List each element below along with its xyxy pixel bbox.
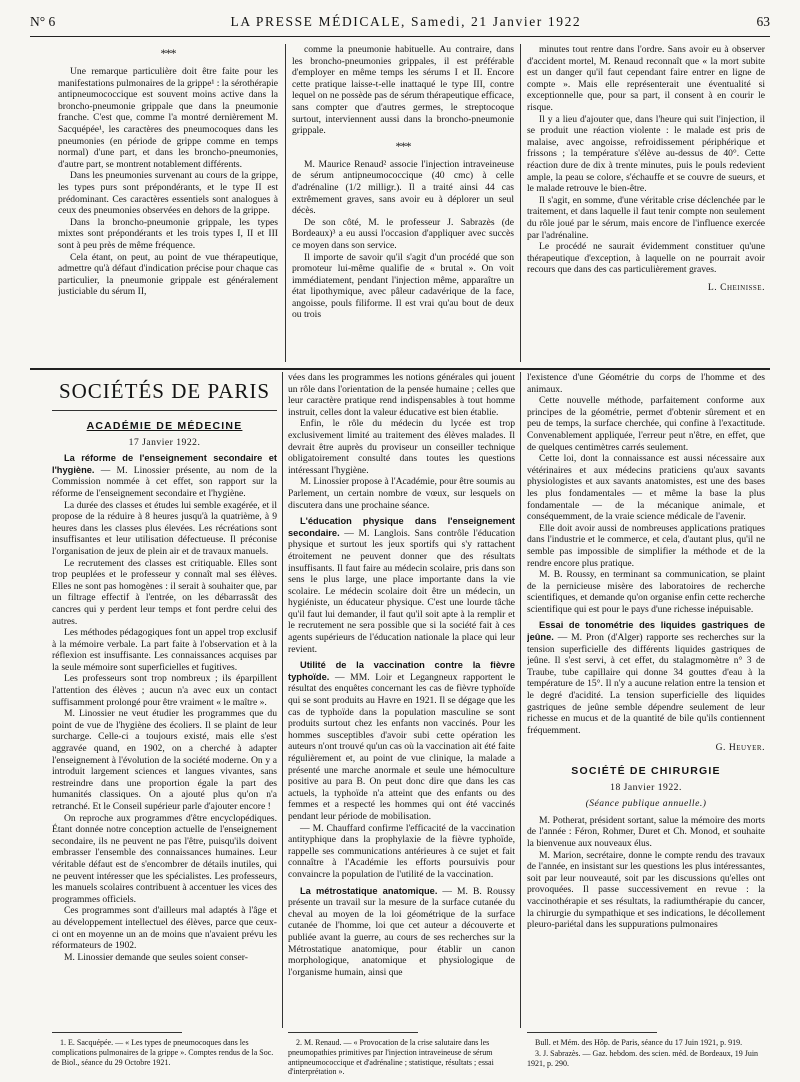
footnote: 3. J. Sabrazès. — Gaz. hebdom. des scien. méd. de Bordeaux, 19 Juin 1921, p. 290. [527, 1048, 759, 1068]
paragraph: Elle doit avoir aussi de nombreuses applications pratiques dans l'industrie et le commerce, et cela, d'autant plus, qu'il ne semble pas impossible de simplifier la méthode et de la rendre encore plus pratique. [527, 522, 765, 569]
session-date: 17 Janvier 1922. [128, 436, 201, 448]
section-rule [30, 368, 770, 370]
societes-column-3 [527, 372, 765, 1026]
paragraph: comme la pneumonie habituelle. Au contraire, dans les broncho-pneumonies grippales, il est préférable d'employer en même temps les sérums I et II. Encore cette pratique laisse-t-elle inattaqué le type III, contre lequel on ne possède pas de sérum thérapeutique efficace, sans compter que d'autres germes, le streptocoque surtout, interviennent aussi dans la broncho-pneumonie grippale. [292, 44, 514, 137]
page-number-left: N° 6 [30, 14, 56, 29]
section-title: SOCIÉTÉS DE PARIS [52, 378, 277, 411]
report-heading: Utilité de la vaccination contre la fièvre typhoïde. [288, 660, 515, 682]
paragraph: Le recrutement des classes est critiquable. Elles sont trop peuplées et le professeur y connaît mal ses élèves. Elles ne sont pas homogènes : il serait à souhaiter que, par un filtrage effectif à l'entrée, on les débarrassât des cancres qui y perdent leur temps et font perdre celui des autres. [52, 557, 277, 627]
running-head [30, 14, 770, 34]
report-heading: L'éducation physique dans l'enseignement secondaire. [288, 516, 515, 538]
paragraph: M. Marion, secrétaire, donne le compte rendu des travaux de l'année, en insistant sur les questions les plus intéressantes, soit par leur nouveauté, soit par les discussions qu'elles ont provoquées. Il passe successivement en revue : la vaccinothérapie et ses résultats, la radiumthérapie du cancer, la chirurgie du sympathique et ses indications, le décollement pleuro-pariétal dans les suppurations pulmonaires [527, 849, 765, 931]
footnote-rule [52, 1032, 182, 1033]
report-heading: Essai de tonométrie des liquides gastriques de jeûne. [527, 620, 765, 643]
footnote: 1. E. Sacquépée. — « Les types de pneumocoques dans les complications pulmonaires de la grippe ». Comptes rendus de la Soc. de Biol., séance du 29 Octobre 1921. [52, 1038, 274, 1067]
report-tonometrie [527, 620, 765, 736]
paragraph: Il s'agit, en somme, d'une véritable crise déclenchée par le traitement, et dans laquelle il faut tenir compte non seulement du rôle joué par le sérum, mais encore de l'influence exercée par l'adrénaline. [527, 194, 765, 241]
column-divider [520, 44, 521, 362]
column-divider [285, 44, 286, 362]
paragraph: M. Maurice Renaud² associe l'injection intraveineuse de sérum antipneumococcique (40 cmc) à celle d'adrénaline (1/2 milligr.). Il a traité ainsi 44 cas extrêmement graves, sans avoir eu à déplorer un seul décès. [292, 158, 514, 217]
paragraph: Cette nouvelle méthode, parfaitement conforme aux principes de la géométrie, permet d'obtenir sûrement et en peu de temps, la surface cherchée, qui confine à l'exactitude. Convenablement appliquée, l'erreur peut n'être, en effet, que de quelques centimètres carrés seulement. [527, 395, 765, 453]
signature: L. Cheinisse. [707, 281, 765, 293]
footnote-rule [288, 1032, 418, 1033]
footnotes-column-1 [52, 1038, 277, 1078]
report-reforme [52, 453, 277, 499]
paragraph: On reproche aux programmes d'être encyclopédiques. Étant donnée notre conception actuelle de l'enseignement secondaire, ils ne peuvent ne pas l'être, puisqu'ils doivent embrasser l'ensemble des connaissances humaines. Leur véritable défaut est de s'encombrer de détails inutiles, qui ne peuvent intéresser que les spécialistes. Les professeurs, les manuels scolaires contribuent à accentuer les vices des programmes officiels. [52, 812, 277, 905]
paragraph: Il importe de savoir qu'il s'agit d'un procédé que son promoteur lui-même qualifie de « brutal ». On voit immédiatement, pendant l'injection même, apparaître un état lipothymique, avec pâleur cadavérique de la face, angoisse, pouls filiforme. Il est vrai qu'au bout de deux ou trois [292, 251, 514, 321]
paragraph: Cela étant, on peut, au point de vue thérapeutique, admettre qu'à défaut d'indication précise pour chaque cas particulier, la pneumonie grippale est généralement justiciable du sérum II, [58, 251, 278, 298]
paragraph: Les méthodes pédagogiques font un appel trop exclusif à la mémoire verbale. La part faite à l'observation et à la réflexion est insuffisante. Les connaissances acquises par la seule mémoire sont superficielles et fugitives. [52, 627, 277, 673]
paragraph: M. B. Roussy, en terminant sa communication, se plaint de la pernicieuse misère des laboratoires de recherche scientifiques, et demande qu'on organise enfin cette recherche scientifique qui est pour le pays d'une richesse inépuisable. [527, 569, 765, 615]
paragraph: minutes tout rentre dans l'ordre. Sans avoir eu à observer d'accident mortel, M. Renaud reconnaît que « la mort subite est un danger qu'il faut cependant faire entrer en ligne de compte ». Mais elle représenterait une éventualité si exceptionnelle que, pour sa part, il consent à en courir le risque. [527, 44, 765, 113]
paragraph: Les professeurs sont trop nombreux ; ils éparpillent l'attention des élèves ; aucun n'a avec eux un contact suffisamment prolongé pour être vraiment « le maître ». [52, 673, 277, 708]
report-heading: La réforme de l'enseignement secondaire et l'hygiène. [52, 453, 277, 475]
paragraph: M. Linossier propose à l'Académie, pour être soumis au Parlement, un certain nombre de vœux, sur lesquels on discutera dans une prochaine séance. [288, 476, 515, 511]
footnote: Bull. et Mém. des Hôp. de Paris, séance du 17 Juin 1921, p. 919. [535, 1038, 743, 1047]
footnote-rule [527, 1032, 657, 1033]
paragraph: La durée des classes et études lui semble exagérée, et il propose de la réduire à 8 heures jusqu'à la quatrième, à 9 heures dans les classes plus élevées. Les récréations sont insuffisantes et leur utilisation défectueuse. Il préconise l'organisation de jeux de plein air et de travaux manuels. [52, 499, 277, 557]
paragraph: M. Potherat, président sortant, salue la mémoire des morts de l'année : Féron, Rohmer, Duret et Ch. Monod, et souhaite la bienvenue aux nouveaux élus. [527, 814, 765, 849]
paragraph: M. Linossier demande que seules soient conser- [64, 951, 248, 963]
paragraph: vées dans les programmes les notions générales qui jouent un rôle dans l'orientation de la pensée humaine ; celles que leur caractère pratique rend indispensables à tout homme instruit, celles dont la valeur éducative est bien établie. [288, 372, 515, 418]
paragraph: Ces programmes sont d'ailleurs mal adaptés à l'âge et au développement intellectuel des élèves, parce que ceux-ci ont en moyenne un an de moins que n'avaient prévu les réformateurs de 1902. [52, 905, 277, 952]
paragraph: Il y a lieu d'ajouter que, dans l'heure qui suit l'injection, il se produit une réaction violente : le malade est pris de malaise, avec angoisse, refroidissement périphérique et frissons ; la température s'élève au-dessus de 40°. Cette réaction dure de dix à trente minutes, puis le pouls redevient ample, la peau se colore, s'échauffe et se couvre de sueurs, et le malade retrouve le bien-être. [527, 113, 765, 195]
paragraph: Dans la broncho-pneumonie grippale, les types mixtes sont prépondérants et les trois types I, II et III sont à peu près de même fréquence. [58, 216, 278, 251]
footnote: 2. M. Renaud. — « Provocation de la crise salutaire dans les pneumopathies primitives par l'injection intraveineuse de sérum antipneumococcique et d'adrénaline ; statistique, résultats ; essai d'interprétation ». [288, 1038, 494, 1077]
paragraph: Dans les pneumonies survenant au cours de la grippe, les types purs sont prépondérants, et le type II est prédominant. Ces caractères essentiels sont analogues à ceux des pneumonies observées en dehors de la grippe. [58, 170, 278, 217]
report-lead: — M. Langlois. Sans contrôle l'éducation physique et surtout les jeux sportifs qui s'y rattachent étroitement ne peuvent donner que des résultats insuffisants. Il faut faire au médecin scolaire, pris dans son sens le plus large, une place importante dans la vie scolaire. Le médecin scolaire doit être un médecin, un hygiéniste, un éducateur physique. C'est une lourde tâche qu'il faut lui demander, il faut qu'il soit apte à la remplir et le recrutement ne sera possible que si la société fait à ces agents supérieurs de l'éducation nationale la place qui leur revient. [288, 527, 515, 655]
chirurgie-title: SOCIÉTÉ DE CHIRURGIE [571, 765, 721, 777]
signature: G. Heuyer. [715, 742, 765, 754]
report-lead: — MM. Loir et Legangneux rapportent le résultat des enquêtes concernant les cas de fièvre typhoïde qui se sont produits au Havre en 1921. Il se dégage que les cas de typhoïde dans la population masculine se sont produits surtout chez les enfants non vaccinés. Pour les hommes susceptibles d'avoir subi cette opération les auteurs n'ont trouvé qu'un cas où la vaccination ait été faite régulièrement et, au point de vue clinique, la malade a présenté une marche anormale et seule une hémoculture positive au para B. On peut donc dire que dans les cas actuels, la typhoïde n'a atteint que des enfants ou des femmes et a respecté les hommes qui ont été vaccinés pendant leur période de mobilisation. [288, 671, 515, 822]
column-divider [520, 372, 521, 1028]
paragraph: l'existence d'une Géométrie du corps de l'homme et des animaux. [527, 372, 765, 395]
societes-column-2 [288, 372, 515, 1026]
paragraph: Cette loi, dont la connaissance est aussi nécessaire aux vétérinaires et aux médecins praticiens qu'aux savants physiologistes et aux savants anatomistes, est une des bases les plus fondamentales — et même la base la plus fondamentale — de la mécanique animale, et conséquemment, de la vraie science médicale de l'avenir. [527, 453, 765, 523]
footnotes-column-2 [288, 1038, 515, 1078]
session-date: 18 Janvier 1922. [610, 781, 682, 793]
top-column-3 [527, 44, 765, 366]
page-number-right: 63 [756, 14, 770, 29]
paragraph: De son côté, M. le professeur J. Sabrazès (de Bordeaux)³ a eu aussi l'occasion d'appliquer avec succès ce moyen dans son service. [292, 216, 514, 251]
paragraph: Enfin, le rôle du médecin du lycée est trop exclusivement limité au traitement des élèves malades. Il devrait être auprès du proviseur un conseiller technique obligatoirement consulté dans toutes les questions intéressant l'hygiène. [288, 418, 515, 476]
report-lead: — M. Pron (d'Alger) rapporte ses recherches sur la tension superficielle des différents liquides gastriques de jeûne. Il s'est servi, à cet effet, du stalagmomètre n° 3 de Traube, tube capillaire qui donne 34 gouttes d'eau à la température de 15°. Il n'y a aucune relation entre la tension et le degré d'acidité. La tension superficielle des liquides gastriques de jeûne semble dépendre seulement de leur richesse en mucus et de la quantité de bile qu'ils contiennent fréquemment. [527, 632, 765, 736]
report-lead: — M. Linossier présente, au nom de la Commission nommée à cet effet, son rapport sur la réforme de l'enseignement secondaire et l'hygiène. [52, 464, 277, 499]
paragraph: Une remarque particulière doit être faite pour les manifestations pulmonaires de la grippe¹ : la sérothérapie antipneumococcique est souvent moins active dans la broncho-pneumonie grippale que dans la pneumonie franche. C'est que, comme l'a montré dernièrement M. Sacquépée¹, les caractères des pneumocoques dans les pneumonies (en période de grippe comme en temps normal) d'une part, et dans les broncho-pneumonies, d'autre part, se montrent notablement différents. [58, 66, 278, 170]
journal-title: LA PRESSE MÉDICALE, Samedi, 21 Janvier 1922 [230, 14, 582, 29]
footnotes-column-3 [527, 1038, 765, 1078]
report-education [288, 516, 515, 655]
top-column-2 [292, 44, 514, 364]
report-lead: — M. B. Roussy présente un travail sur la mesure de la surface cutanée du cheval au moyen de la loi géométrique de la surface cutanée de l'homme, loi que cet auteur a découverte et publiée avant la guerre, au cours de ses recherches sur la Métrostatique anatomique, pour établir un canon morphologique, anatomique et physiologique de l'organisme humain, ainsi que [288, 885, 515, 978]
report-vaccination [288, 660, 515, 822]
session-subtitle: (Séance publique annuelle.) [585, 798, 707, 810]
societes-column-1 [52, 372, 277, 1026]
report-metrostatique [288, 886, 515, 979]
paragraph: — M. Chauffard confirme l'efficacité de la vaccination antityphique dans la prophylaxie de la fièvre typhoïde, rappelle ses communications antérieures à ce sujet et fait connaître à l'Académie les efforts poursuivis pour convaincre la population de l'utilité de la vaccination. [288, 822, 515, 880]
column-divider [282, 372, 283, 1028]
section-stars: *** [160, 46, 176, 60]
paragraph: M. Linossier ne veut étudier les programmes que du point de vue de l'hygiène des écoliers. Il se plaint de leur surcharge. Celle-ci a toujours existé, mais elle s'est aggravée quand, en 1902, on a cherché à adapter l'enseignement à l'évolution de la société moderne. On y a introduit largement sciences et langues vivantes, sans restreindre dans une proportion égale la part des humanités classiques. On a ajouté plus qu'on n'a retranché. Et le Conseil supérieur parle d'ajouter encore ! [52, 708, 277, 812]
top-column-1 [58, 44, 278, 344]
header-rule [30, 36, 770, 37]
report-heading: La métrostatique anatomique. [300, 885, 438, 896]
section-stars: *** [395, 138, 411, 153]
academie-title: ACADÉMIE DE MÉDECINE [86, 420, 243, 432]
paragraph: Le procédé ne saurait évidemment constituer qu'une thérapeutique d'exception, à laquelle on ne pourrait avoir recours que dans des cas particulièrement graves. [527, 241, 765, 276]
